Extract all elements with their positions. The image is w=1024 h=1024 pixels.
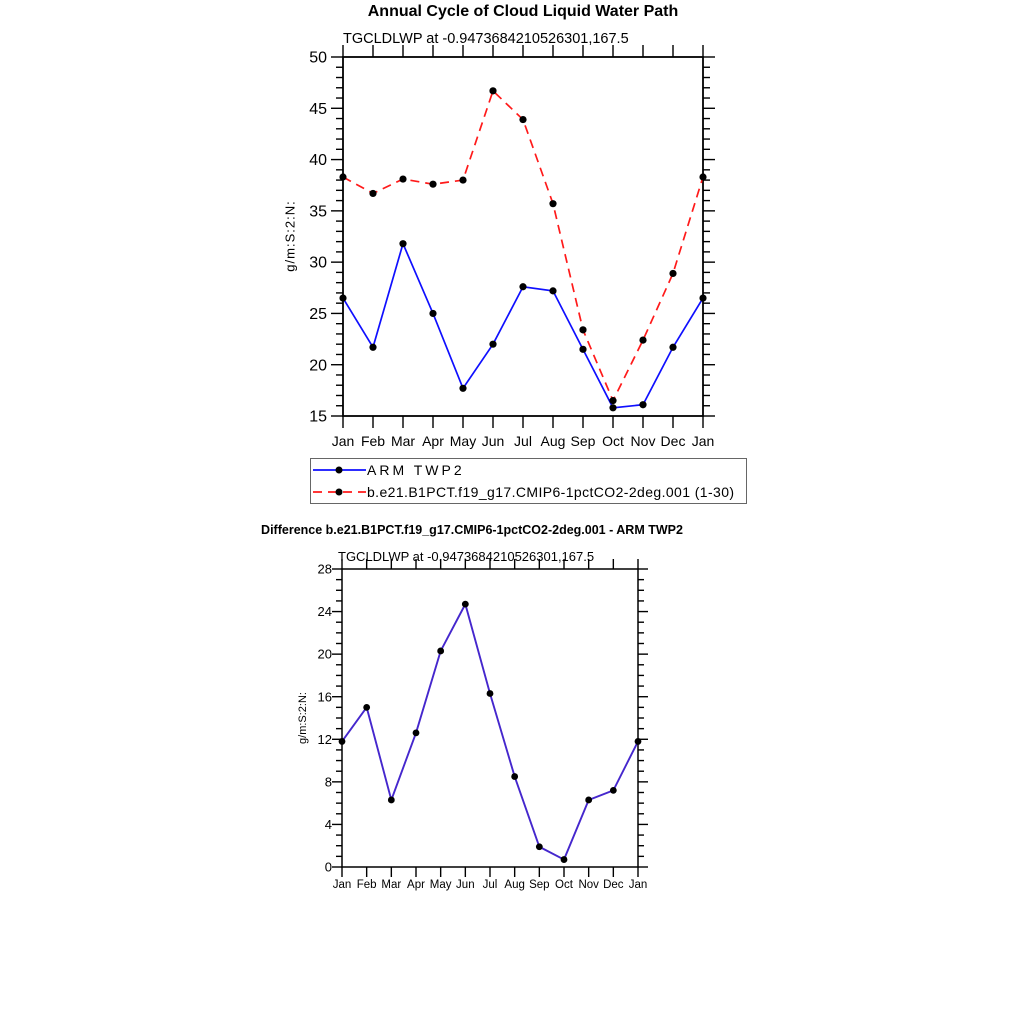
data-point-marker — [399, 240, 406, 247]
x-tick-label: Oct — [555, 879, 573, 891]
data-point-marker — [639, 336, 646, 343]
y-tick-label: 24 — [317, 604, 332, 620]
data-point-marker — [459, 385, 466, 392]
legend-item-arm-twp2 — [311, 459, 746, 481]
legend-label-model-run: b.e21.B1PCT.f19_g17.CMIP6-1pctCO2-2deg.001 (1-30) — [367, 484, 735, 500]
chart1-plot-area — [309, 45, 715, 449]
data-point-marker — [585, 797, 592, 804]
data-point-marker — [669, 344, 676, 351]
data-point-marker — [699, 173, 706, 180]
x-tick-label: Sep — [529, 879, 550, 891]
plot-box — [343, 57, 703, 416]
data-point-marker — [363, 704, 370, 711]
x-tick-label: Oct — [602, 433, 624, 449]
data-point-marker — [549, 200, 556, 207]
data-point-marker — [609, 404, 616, 411]
legend-item-model-run — [311, 481, 746, 503]
x-tick-label: Jul — [482, 879, 498, 891]
data-point-marker — [561, 856, 568, 863]
x-tick-label: Aug — [504, 879, 525, 891]
legend-marker-dot-icon — [336, 467, 343, 474]
data-point-marker — [489, 341, 496, 348]
data-point-marker — [339, 173, 346, 180]
x-tick-label: Apr — [422, 433, 444, 449]
data-point-marker — [519, 283, 526, 290]
data-point-marker — [635, 738, 642, 745]
data-point-marker — [399, 175, 406, 182]
x-tick-label: Dec — [660, 433, 686, 449]
data-point-marker — [369, 190, 376, 197]
data-point-marker — [511, 773, 518, 780]
x-tick-label: Dec — [603, 879, 624, 891]
y-tick-label: 45 — [309, 100, 327, 118]
x-tick-label: Apr — [407, 879, 425, 891]
x-tick-label: Jan — [331, 433, 355, 449]
x-tick-label: Jan — [332, 879, 352, 891]
y-tick-label: 8 — [324, 774, 332, 790]
series-line — [342, 604, 638, 859]
solid-line-sample-icon — [313, 463, 366, 477]
y-tick-label: 12 — [317, 731, 332, 747]
y-tick-label: 28 — [317, 561, 332, 577]
y-tick-label: 30 — [309, 254, 327, 272]
data-point-marker — [388, 797, 395, 804]
data-point-marker — [339, 294, 346, 301]
data-point-marker — [549, 287, 556, 294]
x-tick-label: Mar — [390, 433, 416, 449]
data-point-marker — [487, 690, 494, 697]
y-tick-label: 20 — [309, 357, 327, 375]
y-tick-label: 15 — [309, 408, 327, 426]
x-tick-label: Aug — [540, 433, 566, 449]
data-point-marker — [429, 310, 436, 317]
x-tick-label: May — [449, 433, 477, 449]
x-tick-label: Jan — [628, 879, 648, 891]
data-point-marker — [339, 738, 346, 745]
y-tick-label: 0 — [324, 859, 332, 875]
x-tick-label: Feb — [356, 879, 377, 891]
x-tick-label: Jan — [691, 433, 715, 449]
x-tick-label: Nov — [578, 879, 599, 891]
y-tick-label: 50 — [309, 49, 327, 67]
dashed-line-sample-icon — [313, 485, 366, 499]
series-line — [343, 244, 703, 408]
legend-label-arm-twp2: ARM TWP2 — [367, 462, 465, 478]
data-point-marker — [369, 344, 376, 351]
data-point-marker — [536, 843, 543, 850]
data-point-marker — [669, 270, 676, 277]
y-tick-label: 16 — [317, 689, 332, 705]
x-tick-label: Sep — [570, 433, 596, 449]
chart2-plot-area — [318, 559, 648, 891]
data-point-marker — [609, 397, 616, 404]
data-point-marker — [699, 294, 706, 301]
data-point-marker — [639, 401, 646, 408]
data-point-marker — [489, 87, 496, 94]
data-point-marker — [610, 787, 617, 794]
chart2-subtitle: TGCLDLWP at -0.9473684210526301,167.5 — [338, 549, 595, 564]
x-tick-label: Nov — [630, 433, 656, 449]
chart1-legend — [310, 458, 747, 504]
data-point-marker — [413, 730, 420, 737]
x-tick-label: May — [429, 879, 452, 891]
legend-marker-dot-icon — [336, 489, 343, 496]
data-point-marker — [429, 181, 436, 188]
x-tick-label: Mar — [381, 879, 402, 891]
x-tick-label: Feb — [360, 433, 386, 449]
y-tick-label: 25 — [309, 306, 327, 324]
plot-box — [342, 569, 638, 867]
data-point-marker — [459, 176, 466, 183]
series-line — [343, 91, 703, 401]
data-point-marker — [579, 346, 586, 353]
data-point-marker — [437, 648, 444, 655]
chart2-y-axis-label: g/m:S:2:N: — [297, 692, 309, 744]
chart1-title: Annual Cycle of Cloud Liquid Water Path — [367, 3, 679, 20]
chart2-title: Difference b.e21.B1PCT.f19_g17.CMIP6-1pctCO2-2deg.001 - ARM TWP2 — [261, 523, 683, 537]
data-point-marker — [519, 116, 526, 123]
data-point-marker — [579, 326, 586, 333]
x-tick-label: Jul — [514, 433, 532, 449]
y-tick-label: 35 — [309, 203, 327, 221]
chart1-y-axis-label: g/m:S:2:N: — [282, 200, 298, 272]
x-tick-label: Jun — [456, 879, 475, 891]
x-tick-label: Jun — [481, 433, 505, 449]
data-point-marker — [462, 601, 469, 608]
y-tick-label: 20 — [317, 646, 332, 662]
chart1-subtitle: TGCLDLWP at -0.9473684210526301,167.5 — [343, 31, 629, 47]
y-tick-label: 4 — [324, 816, 332, 832]
y-tick-label: 40 — [309, 152, 327, 170]
